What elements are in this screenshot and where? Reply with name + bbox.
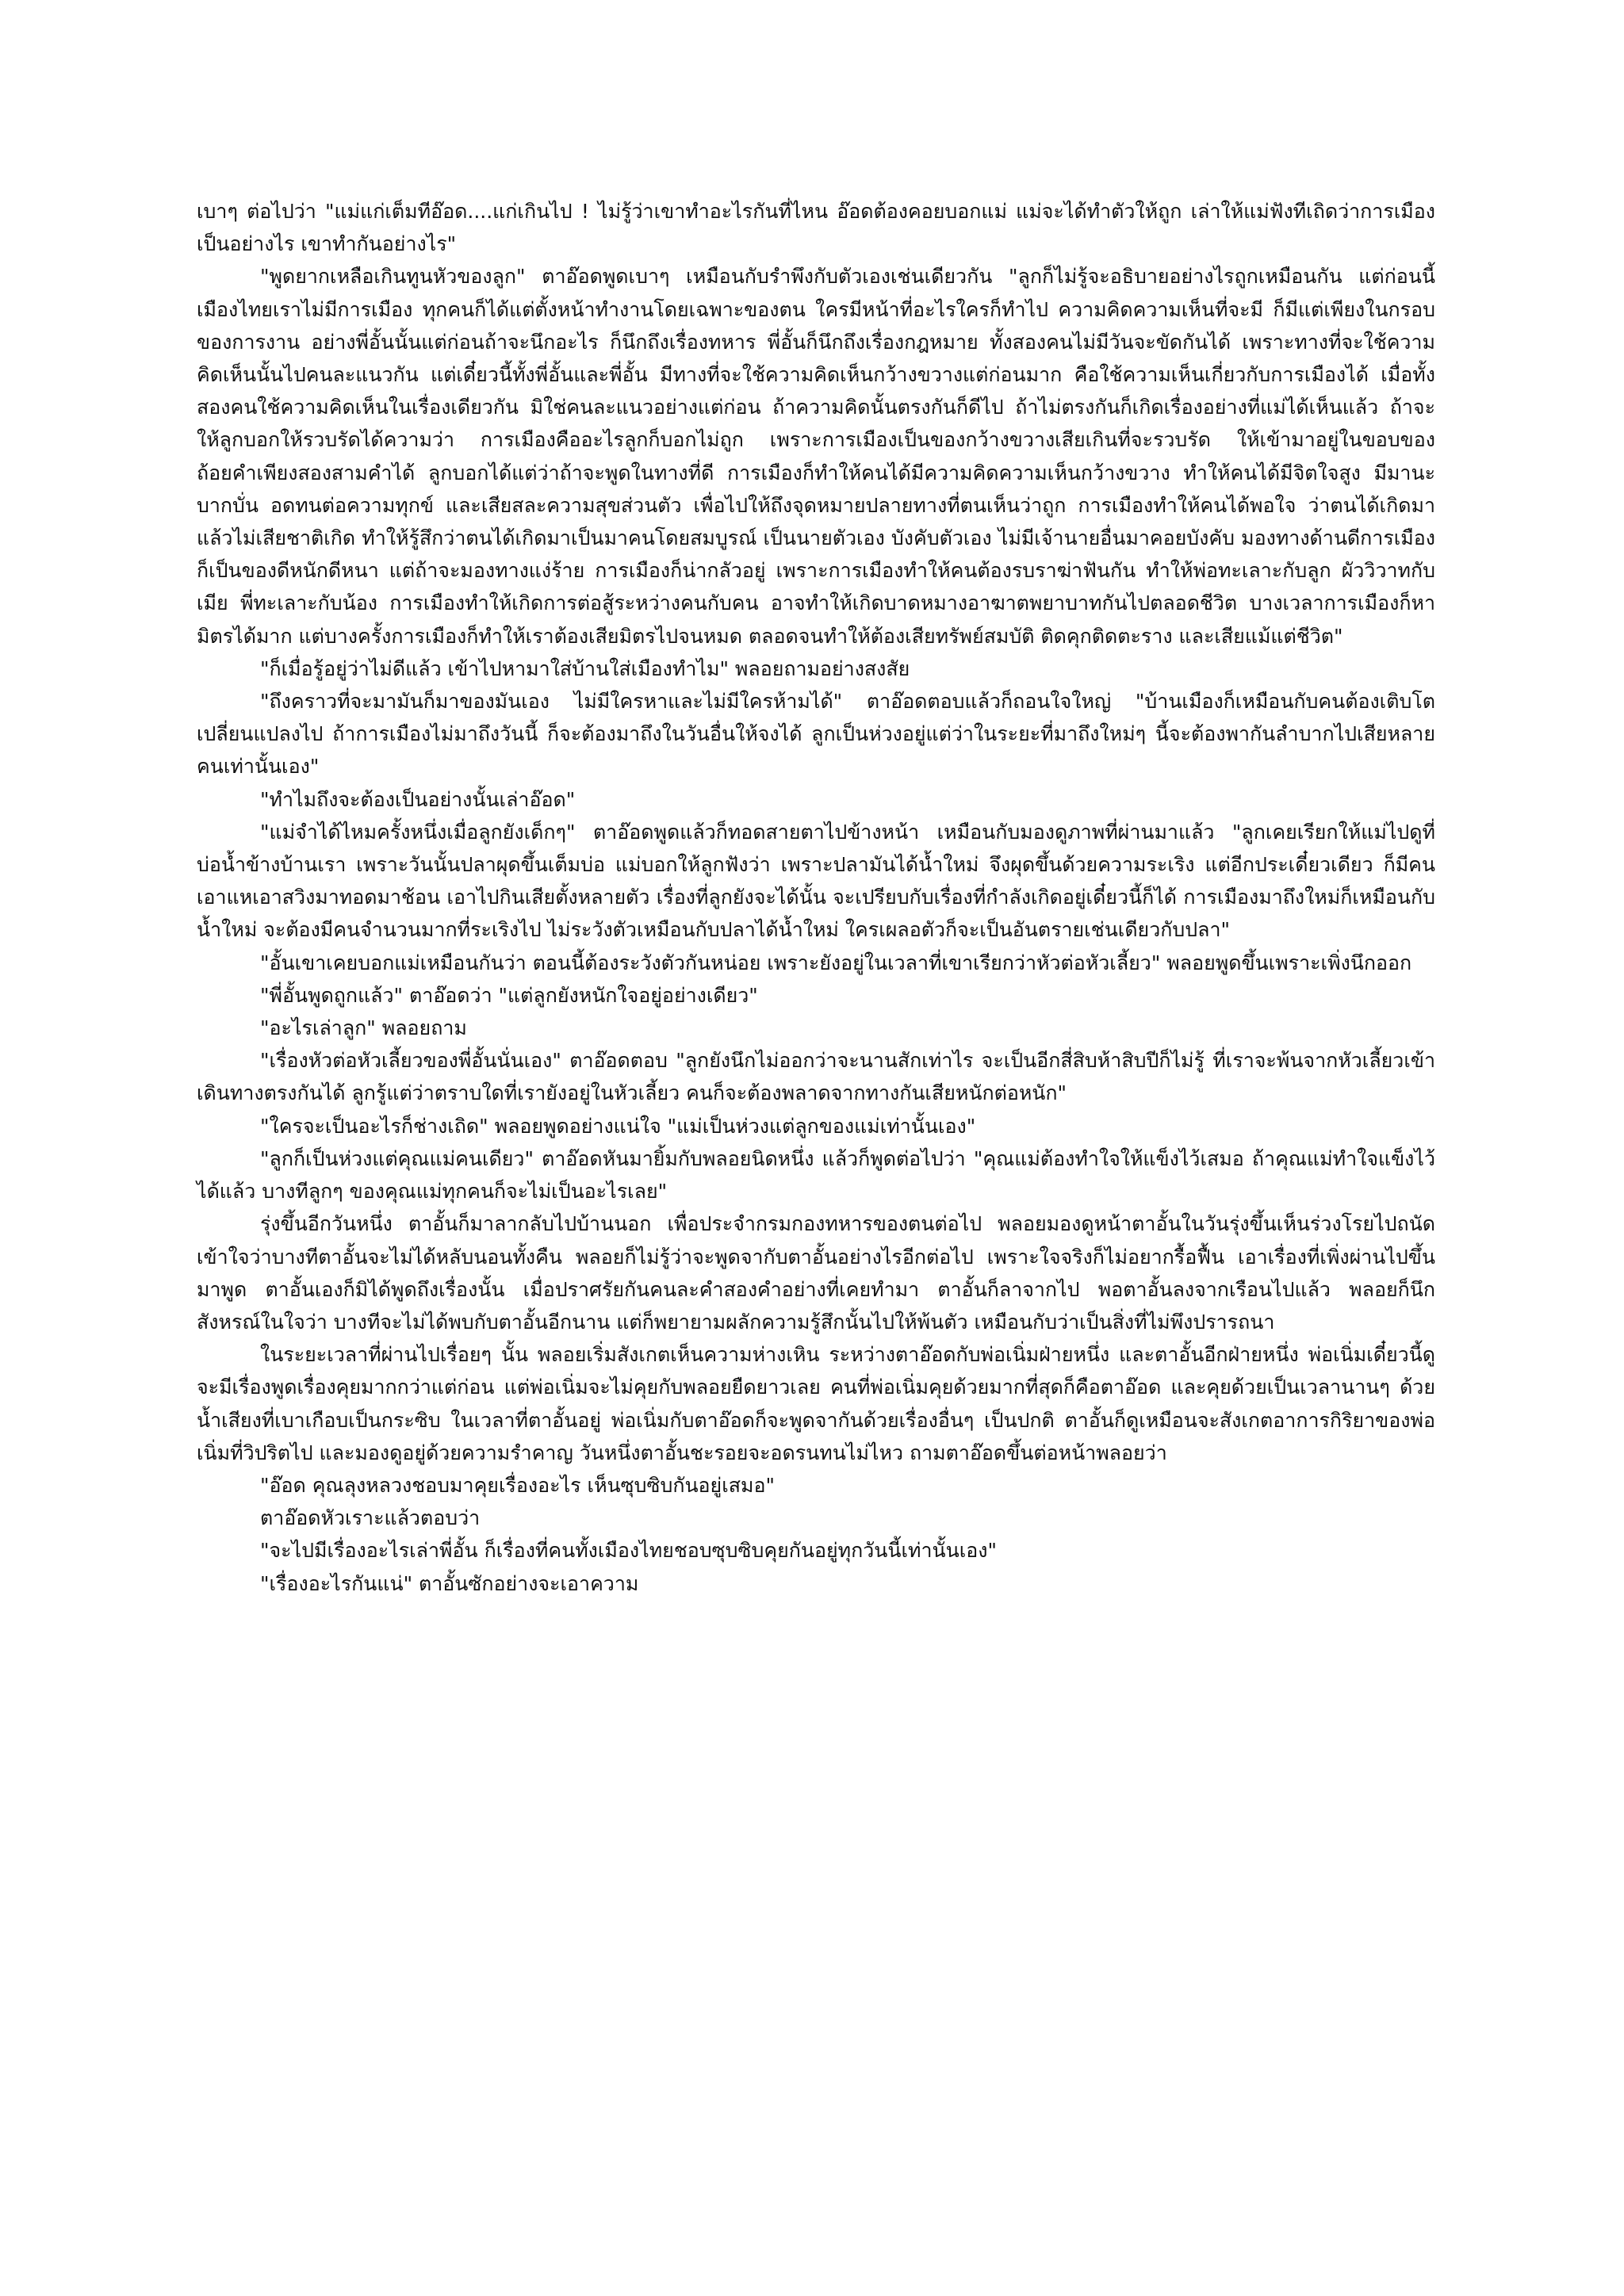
document-page [197, 195, 1435, 1600]
paragraph: "พูดยากเหลือเกินทูนหัวของลูก" ตาอ๊อดพูดเบาๆ เหมือนกับรำพึงกับตัวเองเช่นเดียวกัน "ลูกก็ไม่รู้จะอธิบายอย่างไรถูกเหมือนกัน แต่ก่อนนี้เมืองไทยเราไม่มีการเมือง ทุกคนก็ได้แต่ตั้งหน้าทำงานโดยเฉพาะของตน ใครมีหน้าที่อะไรใครก็ทำไป ความคิดความเห็นที่จะมี ก็มีแต่เพียงในกรอบของการงาน อย่างพี่อั้นนั้นแต่ก่อนถ้าจะนึกอะไร ก็นึกถึงเรื่องทหาร พี่อั้นก็นึกถึงเรื่องกฎหมาย ทั้งสองคนไม่มีวันจะขัดกันได้ เพราะทางที่จะใช้ความคิดเห็นนั้นไปคนละแนวกัน แต่เดี๋ยวนี้ทั้งพี่อั้นและพี่อั้น มีทางที่จะใช้ความคิดเห็นกว้างขวางแต่ก่อนมาก คือใช้ความเห็นเกี่ยวกับการเมืองได้ เมื่อทั้งสองคนใช้ความคิดเห็นในเรื่องเดียวกัน มิใช่คนละแนวอย่างแต่ก่อน ถ้าความคิดนั้นตรงกันก็ดีไป ถ้าไม่ตรงกันก็เกิดเรื่องอย่างที่แม่ได้เห็นแล้ว ถ้าจะให้ลูกบอกให้รวบรัดได้ความว่า การเมืองคืออะไรลูกก็บอกไม่ถูก เพราะการเมืองเป็นของกว้างขวางเสียเกินที่จะรวบรัด ให้เข้ามาอยู่ในขอบของถ้อยคำเพียงสองสามคำได้ ลูกบอกได้แต่ว่าถ้าจะพูดในทางที่ดี การเมืองก็ทำให้คนได้มีความคิดความเห็นกว้างขวาง ทำให้คนได้มีจิตใจสูง มีมานะบากบั่น อดทนต่อความทุกข์ และเสียสละความสุขส่วนตัว เพื่อไปให้ถึงจุดหมายปลายทางที่ตนเห็นว่าถูก การเมืองทำให้คนได้พอใจ ว่าตนได้เกิดมาแล้วไม่เสียชาติเกิด ทำให้รู้สึกว่าตนได้เกิดมาเป็นมาคนโดยสมบูรณ์ เป็นนายตัวเอง บังคับตัวเอง ไม่มีเจ้านายอื่นมาคอยบังคับ มองทางด้านดีการเมืองก็เป็นของดีหนักดีหนา แต่ถ้าจะมองทางแง่ร้าย การเมืองก็น่ากลัวอยู่ เพราะการเมืองทำให้คนต้องรบราฆ่าฟันกัน ทำให้พ่อทะเลาะกับลูก ผัววิวาทกับเมีย พี่ทะเลาะกับน้อง การเมืองทำให้เกิดการต่อสู้ระหว่างคนกับคน อาจทำให้เกิดบาดหมางอาฆาตพยาบาทกันไปตลอดชีวิต บางเวลาการเมืองก็หามิตรได้มาก แต่บางครั้งการเมืองก็ทำให้เราต้องเสียมิตรไปจนหมด ตลอดจนทำให้ต้องเสียทรัพย์สมบัติ ติดคุกติดตะราง และเสียแม้แต่ชีวิต" [197, 265, 1435, 648]
paragraph: เบาๆ ต่อไปว่า "แม่แก่เต็มทีอ๊อด....แก่เกินไป ! ไม่รู้ว่าเขาทำอะไรกันที่ไหน อ๊อดต้องคอยบอกแม่ แม่จะได้ทำตัวให้ถูก เล่าให้แม่ฟังทีเถิดว่าการเมืองเป็นอย่างไร เขาทำกันอย่างไร" [197, 200, 1435, 256]
paragraph: "เรื่องหัวต่อหัวเลี้ยวของพี่อั้นนั่นเอง" ตาอ๊อดตอบ "ลูกยังนึกไม่ออกว่าจะนานสักเท่าไร จะเป็นอีกสี่สิบห้าสิบปีก็ไม่รู้ ที่เราจะพ้นจากหัวเลี้ยวเข้าเดินทางตรงกันได้ ลูกรู้แต่ว่าตราบใดที่เรายังอยู่ในหัวเลี้ยว คนก็จะต้องพลาดจากทางกันเสียหนักต่อหนัก" [197, 1049, 1435, 1105]
paragraph: ตาอ๊อดหัวเราะแล้วตอบว่า [260, 1506, 481, 1530]
paragraph: "ทำไมถึงจะต้องเป็นอย่างนั้นเล่าอ๊อด" [260, 787, 576, 811]
paragraph: "ลูกก็เป็นห่วงแต่คุณแม่คนเดียว" ตาอ๊อดหันมายิ้มกับพลอยนิดหนึ่ง แล้วก็พูดต่อไปว่า "คุณแม่ต้องทำใจให้แข็งไว้เสมอ ถ้าคุณแม่ทำใจแข็งไว้ได้แล้ว บางทีลูกๆ ของคุณแม่ทุกคนก็จะไม่เป็นอะไรเลย" [197, 1146, 1435, 1203]
paragraph: "ก็เมื่อรู้อยู่ว่าไม่ดีแล้ว เข้าไปหามาใส่บ้านใส่เมืองทำไม" พลอยถามอย่างสงสัย [260, 656, 910, 680]
paragraph: "แม่จำได้ไหมครั้งหนึ่งเมื่อลูกยังเด็กๆ" ตาอ๊อดพูดแล้วก็ทอดสายตาไปข้างหน้า เหมือนกับมองดูภาพที่ผ่านมาแล้ว "ลูกเคยเรียกให้แม่ไปดูที่บ่อน้ำข้างบ้านเรา เพราะวันนั้นปลาผุดขึ้นเต็มบ่อ แม่บอกให้ลูกฟังว่า เพราะปลามันได้น้ำใหม่ จึงผุดขึ้นด้วยความระเริง แต่อีกประเดี๋ยวเดียว ก็มีคนเอาแหเอาสวิงมาทอดมาช้อน เอาไปกินเสียตั้งหลายตัว เรื่องที่ลูกยังจะได้นั้น จะเปรียบกับเรื่องที่กำลังเกิดอยู่เดี๋ยวนี้ก็ได้ การเมืองมาถึงใหม่ก็เหมือนกับน้ำใหม่ จะต้องมีคนจำนวนมากที่ระเริงไป ไม่ระวังตัวเหมือนกับปลาได้น้ำใหม่ ใครเผลอตัวก็จะเป็นอันตรายเช่นเดียวกับปลา" [197, 820, 1435, 942]
paragraph: "ใครจะเป็นอะไรก็ช่างเถิด" พลอยพูดอย่างแน่ใจ "แม่เป็นห่วงแต่ลูกของแม่เท่านั้นเอง" [260, 1114, 976, 1138]
paragraph: "อะไรเล่าลูก" พลอยถาม [260, 1016, 467, 1040]
paragraph: "จะไปมีเรื่องอะไรเล่าพี่อั้น ก็เรื่องที่คนทั้งเมืองไทยชอบซุบซิบคุยกันอยู่ทุกวันนี้เท่านั้นเอง" [260, 1539, 997, 1563]
paragraph: "เรื่องอะไรกันแน่" ตาอั้นซักอย่างจะเอาความ [260, 1571, 639, 1595]
paragraph: "อ๊อด คุณลุงหลวงชอบมาคุยเรื่องอะไร เห็นซุบซิบกันอยู่เสมอ" [260, 1473, 775, 1497]
paragraph: "ถึงคราวที่จะมามันก็มาของมันเอง ไม่มีใครหาและไม่มีใครห้ามได้" ตาอ๊อดตอบแล้วก็ถอนใจใหญ่ "บ้านเมืองก็เหมือนกับคนต้องเติบโตเปลี่ยนแปลงไป ถ้าการเมืองไม่มาถึงวันนี้ ก็จะต้องมาถึงในวันอื่นให้จงได้ ลูกเป็นห่วงอยู่แต่ว่าในระยะที่มาถึงใหม่ๆ นี้จะต้องพากันลำบากไปเสียหลายคนเท่านั้นเอง" [197, 690, 1435, 779]
paragraph: "อั้นเขาเคยบอกแม่เหมือนกันว่า ตอนนี้ต้องระวังตัวกันหน่อย เพราะยังอยู่ในเวลาที่เขาเรียกว่าหัวต่อหัวเลี้ยว" พลอยพูดขึ้นเพราะเพิ่งนึกออก [260, 951, 1412, 974]
paragraph: ในระยะเวลาที่ผ่านไปเรื่อยๆ นั้น พลอยเริ่มสังเกตเห็นความห่างเหิน ระหว่างตาอ๊อดกับพ่อเนิ่มฝ่ายหนึ่ง และตาอั้นอีกฝ่ายหนึ่ง พ่อเนิ่มเดี๋ยวนี้ดูจะมีเรื่องพูดเรื่องคุยมากกว่าแต่ก่อน แต่พ่อเนิ่มจะไม่คุยกับพลอยยืดยาวเลย คนที่พ่อเนิ่มคุยด้วยมากที่สุดก็คือตาอ๊อด และคุยด้วยเป็นเวลานานๆ ด้วยน้ำเสียงที่เบาเกือบเป็นกระซิบ ในเวลาที่ตาอั้นอยู่ พ่อเนิ่มกับตาอ๊อดก็จะพูดจากันด้วยเรื่องอื่นๆ เป็นปกติ ตาอั้นก็ดูเหมือนจะสังเกตอาการกิริยาของพ่อเนิ่มที่วิปริตไป และมองดูอยู่ด้วยความรำคาญ วันหนึ่งตาอั้นชะรอยจะอดรนทนไม่ไหว ถามตาอ๊อดขึ้นต่อหน้าพลอยว่า [197, 1343, 1435, 1464]
paragraph: รุ่งขึ้นอีกวันหนึ่ง ตาอั้นก็มาลากลับไปบ้านนอก เพื่อประจำกรมกองทหารของตนต่อไป พลอยมองดูหน้าตาอั้นในวันรุ่งขึ้นเห็นร่วงโรยไปถนัด เข้าใจว่าบางทีตาอั้นจะไม่ได้หลับนอนทั้งคืน พลอยก็ไม่รู้ว่าจะพูดจากับตาอั้นอย่างไรอีกต่อไป เพราะใจจริงก็ไม่อยากรื้อฟื้น เอาเรื่องที่เพิ่งผ่านไปขึ้นมาพูด ตาอั้นเองก็มิได้พูดถึงเรื่องนั้น เมื่อปราศรัยกันคนละคำสองคำอย่างที่เคยทำมา ตาอั้นก็ลาจากไป พอตาอั้นลงจากเรือนไปแล้ว พลอยก็นึกสังหรณ์ในใจว่า บางทีจะไม่ได้พบกับตาอั้นอีกนาน แต่ก็พยายามผลักความรู้สึกนั้นไปให้พ้นตัว เหมือนกับว่าเป็นสิ่งที่ไม่พึงปรารถนา [197, 1212, 1435, 1334]
paragraph: "พี่อั้นพูดถูกแล้ว" ตาอ๊อดว่า "แต่ลูกยังหนักใจอยู่อย่างเดียว" [260, 983, 758, 1007]
